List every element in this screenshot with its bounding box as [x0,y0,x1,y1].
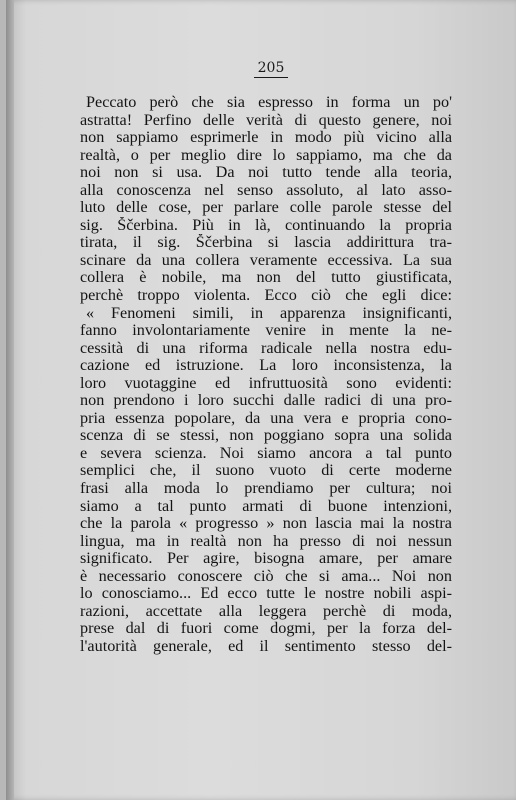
text-line: lo conosciamo... Ed ecco tutte le nostre nobili aspi- [80,585,452,603]
text-line: realtà, o per meglio dire lo sappiamo, ma che da [80,146,452,164]
text-line: significato. Per agire, bisogna amare, per amare [80,550,452,568]
text-line: razioni, accettate alla leggera perchè di moda, [80,602,452,620]
text-line: semplici che, il suono vuoto di certe moderne [80,462,452,480]
text-line: l'autorità generale, ed il sentimento stesso del- [80,637,452,655]
text-line: luto delle cose, per parlare colle parole stesse del [80,199,452,217]
text-line: lingua, ma in realtà non ha presso di noi nessun [80,532,452,550]
text-line: alla conoscenza nel senso assoluto, al lato asso- [80,181,452,199]
text-line: non sappiamo esprimerle in modo più vicino alla [80,129,452,147]
text-line: astratta! Perfino delle verità di questo genere, noi [80,111,452,129]
text-line: pria essenza popolare, da una vera e propria cono- [80,409,452,427]
text-line: è necessario conoscere ciò che si ama... Noi non [80,567,452,585]
text-line: non prendono i loro succhi dalle radici di una pro- [80,392,452,410]
text-line: noi non si usa. Da noi tutto tende alla teoria, [80,164,452,182]
book-spine-shadow [6,0,14,800]
text-line: Peccato però che sia espresso in forma un po' [86,94,452,111]
text-line: loro vuotaggine ed infruttuosità sono evidenti: [80,374,452,392]
text-line: siamo a tal punto armati di buone intenzioni, [80,497,452,515]
text-line: sig. Ščerbina. Più in là, continuando la propria [80,216,452,234]
text-line: « Fenomeni simili, in apparenza insignificanti, [86,304,452,322]
text-line: scenza di se stessi, non poggiano sopra una solida [80,427,452,445]
text-line: tirata, il sig. Ščerbina si lascia addirittura tra- [80,234,452,252]
text-line: prese dal di fuori come dogmi, per la forza del- [80,620,452,638]
text-line: fanno involontariamente venire in mente la ne- [80,322,452,340]
text-line: e severa scienza. Noi siamo ancora a tal punto [80,444,452,462]
page-number [0,60,516,78]
text-line: scinare da una collera veramente eccessiva. La sua [80,251,452,269]
text-line: che la parola « progresso » non lascia mai la nostra [80,515,452,533]
text-line: collera è nobile, ma non del tutto giustificata, [80,269,452,287]
page-number-text: 205 [254,60,289,78]
text-line: perchè troppo violenta. Ecco ciò che egli dice: [80,287,452,305]
text-line: frasi alla moda lo prendiamo per cultura; noi [80,480,452,498]
body-text [80,94,452,656]
text-line: cazione ed istruzione. La loro inconsistenza, la [80,357,452,375]
text-line: cessità di una riforma radicale nella nostra edu- [80,339,452,357]
